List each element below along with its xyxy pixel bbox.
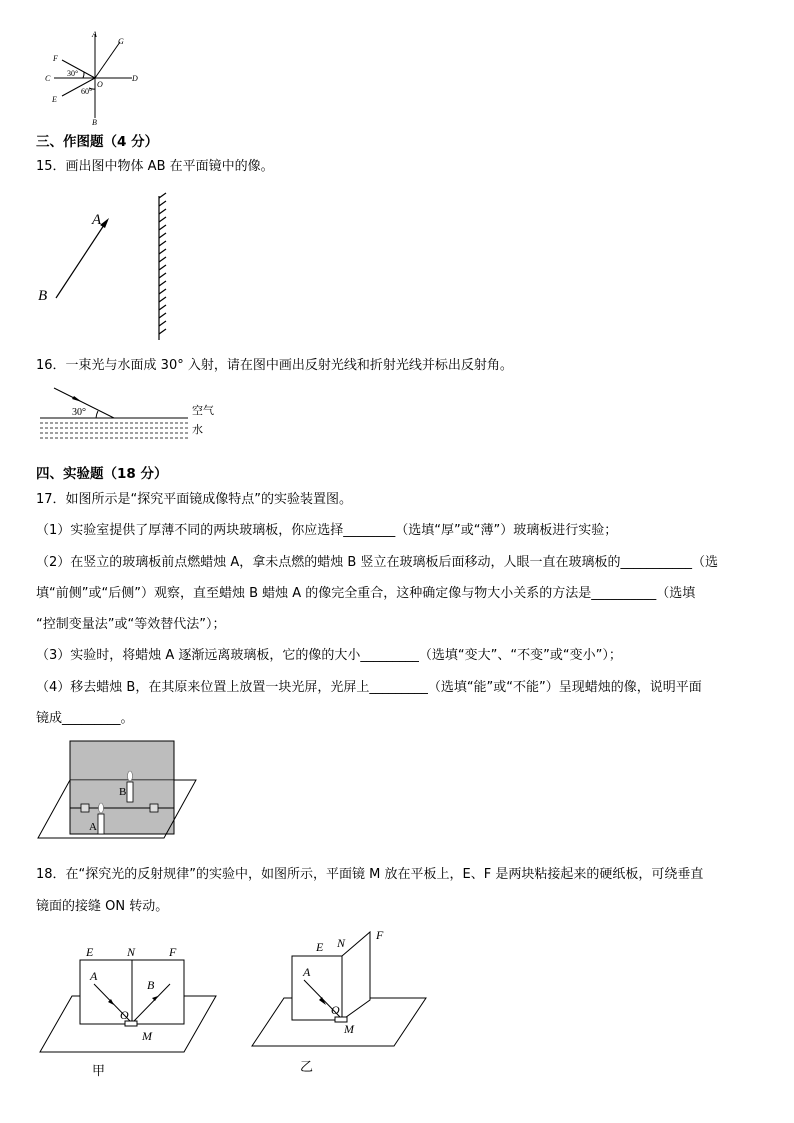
yi-label-F: F [376, 928, 384, 942]
section-4-heading: 四、实验题（18 分） [36, 466, 168, 482]
angle-30-label: 30° [67, 69, 79, 78]
label-A: A [92, 30, 97, 39]
jia-label-E: E [86, 945, 94, 959]
section-3-heading: 三、作图题（4 分） [36, 134, 159, 150]
q16-water-label: 水 [192, 423, 203, 436]
question-17-part-4-line-1: （4）移去蜡烛 B，在其原来位置上放置一块光屏，光屏上_________（选填“能”或“不能”）呈现蜡烛的像，说明平面 [36, 680, 702, 695]
yi-label-E: E [316, 940, 324, 954]
yi-label-O: O [331, 1003, 340, 1017]
caption-jia: 甲 [92, 1064, 106, 1079]
jia-label-B: B [147, 978, 155, 992]
angle-60-label: 60° [81, 87, 93, 96]
jia-label-O: O [120, 1008, 129, 1022]
label-O: O [97, 80, 103, 89]
q16-air-label: 空气 [192, 404, 214, 417]
question-18-line-2: 镜面的接缝 ON 转动。 [36, 899, 169, 914]
question-17-part-2-line-2: 填“前侧”或“后侧”）观察，直至蜡烛 B 蜡烛 A 的像完全重合，这种确定像与物大小关系的方法是__________（选填 [36, 586, 696, 601]
q15-label-B: B [38, 288, 48, 304]
jia-label-F: F [169, 945, 177, 959]
label-F: F [53, 54, 58, 63]
yi-label-A: A [303, 965, 311, 979]
jia-label-M: M [142, 1029, 152, 1043]
question-17-part-2-line-1: （2）在竖立的玻璃板前点燃蜡烛 A，拿未点燃的蜡烛 B 竖立在玻璃板后面移动，人眼一直在玻璃板的___________（选 [36, 555, 718, 570]
q17-label-A: A [89, 821, 97, 833]
q16-water-figure [34, 384, 224, 440]
q15-label-A: A [92, 212, 102, 228]
question-17-part-4-line-2: 镜成_________。 [36, 711, 134, 726]
q18-figure-yi [246, 920, 436, 1080]
yi-label-M: M [344, 1022, 354, 1036]
angle-diagram [40, 28, 150, 126]
yi-label-N: N [337, 936, 346, 950]
question-17-part-1: （1）实验室提供了厚薄不同的两块玻璃板，你应选择________（选填“厚”或“薄”）玻璃板进行实验； [36, 523, 618, 538]
question-16: 16．一束光与水面成 30° 入射，请在图中画出反射光线和折射光线并标出反射角。 [36, 358, 513, 373]
q17-candle-figure [34, 738, 204, 842]
question-18-line-1: 18．在“探究光的反射规律”的实验中，如图所示，平面镜 M 放在平板上，E、F 是两块粘接起来的硬纸板，可绕垂直 [36, 867, 704, 882]
jia-label-N: N [127, 945, 136, 959]
label-E: E [52, 95, 57, 104]
label-G: G [118, 37, 124, 46]
label-C: C [45, 74, 51, 83]
q18-figure-jia [34, 940, 230, 1080]
q17-label-B: B [119, 786, 127, 798]
label-D: D [132, 74, 138, 83]
question-15: 15．画出图中物体 AB 在平面镜中的像。 [36, 159, 274, 174]
question-17-part-2-line-3: “控制变量法”或“等效替代法”）； [36, 617, 226, 632]
question-17-stem: 17．如图所示是“探究平面镜成像特点”的实验装置图。 [36, 492, 353, 507]
caption-yi: 乙 [300, 1060, 314, 1075]
q16-angle-label: 30° [72, 407, 86, 418]
jia-label-A: A [90, 969, 98, 983]
label-B: B [92, 118, 97, 126]
q15-mirror-figure [34, 192, 184, 344]
question-17-part-3: （3）实验时，将蜡烛 A 逐渐远离玻璃板，它的像的大小_________（选填“变大”、“不变”或“变小”）； [36, 648, 622, 663]
